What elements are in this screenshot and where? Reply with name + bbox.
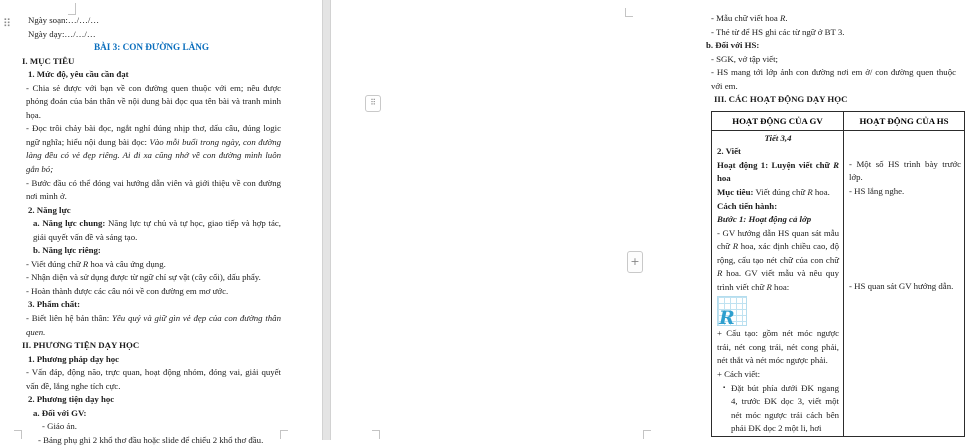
- objective-line: [717, 186, 839, 200]
- subsection-heading: 2. Năng lực: [28, 204, 71, 215]
- paragraph: - Thẻ từ để HS ghi các từ ngữ ở BT 3.: [711, 26, 845, 37]
- paragraph: [22, 122, 281, 176]
- bold-run: Hoạt động 1: Luyện viết chữ: [717, 159, 834, 170]
- italic-run: Yêu quý và giữ gìn vẻ đẹp của con đường thân quen.: [26, 313, 281, 337]
- date-line: Ngày soạn:…/…/…: [28, 15, 100, 25]
- margin-mark-icon: [625, 8, 633, 17]
- page-1-text-area[interactable]: [22, 14, 281, 448]
- text-run: hoa. GV viết mẫu và nêu quy trình viết chữ: [717, 268, 839, 292]
- text-run: hoa, xác định chiều cao, độ rộng, cấu tạo nét chữ của con chữ: [717, 241, 839, 265]
- italic-run: R: [732, 241, 739, 252]
- page-2-text-area[interactable]: [706, 12, 961, 437]
- subsection-heading: 1. Phương pháp dạy học: [28, 353, 120, 364]
- margin-mark-icon: [14, 430, 22, 439]
- page-1: [0, 0, 322, 445]
- hs-cell[interactable]: [844, 130, 965, 436]
- subsection-heading: b. Đối với HS:: [706, 40, 760, 51]
- text-run: - Biết liên hệ bản thân:: [26, 313, 112, 324]
- table-header-row: [712, 111, 965, 130]
- margin-mark-icon: [280, 430, 288, 439]
- subsection-heading: b. Năng lực riêng:: [33, 245, 101, 256]
- margin-mark-icon: [643, 430, 651, 439]
- bullet-item: [717, 382, 839, 436]
- gv-cell[interactable]: [712, 130, 844, 436]
- step-heading: Bước 1: Hoạt động cả lớp: [717, 214, 812, 225]
- lesson-title: BÀI 3: CON ĐƯỜNG LÀNG: [93, 42, 209, 53]
- text-run: - Mẫu chữ viết hoa: [711, 13, 781, 23]
- margin-mark-icon: [372, 430, 380, 439]
- hs-response: - HS lắng nghe.: [849, 185, 905, 196]
- activities-table: [711, 111, 965, 437]
- bold-run: hoa: [717, 173, 731, 184]
- paragraph: - Nhận diện và sử dụng được từ ngữ chỉ sự vật (cây cối), dấu phẩy.: [26, 272, 261, 283]
- period-label: Tiết 3,4: [764, 132, 792, 143]
- paragraph: - SGK, vở tập viết;: [711, 53, 778, 64]
- text-run: - Viết đúng chữ: [26, 258, 83, 269]
- paragraph: [22, 258, 281, 272]
- paragraph: + Cách viết:: [717, 369, 761, 380]
- bold-italic-run: R: [833, 159, 839, 170]
- text-run: hoa và câu ứng dụng.: [88, 258, 166, 269]
- paragraph: + Cấu tạo: gồm nét móc ngược trái, nét cong trái, nét cong phải, nét thắt và nét móc ngược phải.: [717, 328, 839, 366]
- page-gap: [322, 0, 331, 440]
- section-heading: II. PHƯƠNG TIỆN DẠY HỌC: [22, 340, 140, 351]
- date-line: Ngày dạy:…/…/…: [28, 28, 96, 39]
- text-run: Đặt bút phía dưới ĐK ngang 4, trước ĐK dọc 3, viết một nét móc ngược trái cách bên phải ĐK dọc 2 một li, hơi: [731, 382, 839, 434]
- section-heading: I. MỤC TIÊU: [22, 55, 75, 66]
- column-header-hs: HOẠT ĐỘNG CỦA HS: [844, 111, 965, 130]
- italic-run: Vào mỗi buổi trong ngày, con đường làng đều có vẻ đẹp riêng. Ai đi xa cũng nhớ về con đường mình luôn gắn bó;: [26, 136, 281, 175]
- table-move-handle-icon[interactable]: ⠿: [365, 95, 381, 112]
- paragraph: [706, 12, 956, 26]
- hs-response: - Một số HS trình bày trước lớp.: [849, 158, 961, 183]
- paragraph: - Bảng phụ ghi 2 khổ thơ đầu hoặc slide để chiếu 2 khổ thơ đầu.: [38, 434, 264, 445]
- table-row: [712, 130, 965, 436]
- bullet-marker-icon: ▪: [723, 384, 726, 391]
- paragraph: - Bước đầu có thể đóng vai hướng dẫn viên và giới thiệu về con đường nơi mình ở.: [26, 177, 281, 202]
- italic-run: R: [807, 187, 813, 198]
- bold-run: a. Năng lực chung:: [33, 218, 106, 229]
- procedure-heading: Cách tiến hành:: [717, 200, 778, 211]
- paragraph-drag-handle-icon[interactable]: ⠿: [3, 17, 12, 30]
- text-run: - Đọc trôi chảy bài đọc, ngắt nghỉ đúng nhịp thơ, dấu câu, đúng logic ngữ nghĩa; hiểu nội dung bài đọc:: [26, 123, 281, 147]
- italic-run: R: [780, 13, 786, 23]
- italic-run: R: [766, 281, 772, 292]
- activity-title: [717, 159, 839, 186]
- activity-section: 2. Viết: [717, 146, 741, 157]
- paragraph: - Giáo án.: [42, 421, 77, 432]
- subsection-heading: 1. Mức độ, yêu cầu cần đạt: [28, 69, 129, 80]
- insert-row-button[interactable]: +: [627, 251, 643, 273]
- text-run: Năng lực tự chủ và tự học, giao tiếp và hợp tác, giải quyết vấn đề và sáng tạo.: [33, 218, 281, 242]
- paragraph: - HS mang tới lớp ảnh con đường nơi em ở/ con đường quen thuộc với em.: [711, 67, 956, 91]
- subsection-heading: 3. Phẩm chất:: [28, 299, 81, 310]
- italic-run: R: [82, 258, 89, 269]
- text-run: hoa:: [771, 281, 790, 292]
- paragraph: [22, 217, 281, 244]
- italic-run: R: [717, 268, 723, 279]
- paragraph: - Chia sẻ được với bạn về con đường quen thuộc với em; nêu được phỏng đoán của bản thân về nội dung bài đọc qua tên bài và tranh minh họa.: [26, 82, 281, 120]
- paragraph: - Vấn đáp, động não, trực quan, hoạt động nhóm, đóng vai, giải quyết vấn đề, lắng nghe tích cực.: [26, 367, 281, 391]
- hs-response: - HS quan sát GV hướng dẫn.: [849, 280, 954, 291]
- letter-r-grid-image: [717, 296, 747, 330]
- section-heading: III. CÁC HOẠT ĐỘNG DẠY HỌC: [714, 94, 848, 105]
- letter-r-glyph: R: [719, 307, 735, 330]
- text-run: .: [785, 13, 788, 23]
- paragraph: [22, 312, 281, 339]
- text-run: hoa.: [812, 187, 830, 198]
- subsection-heading: 2. Phương tiện dạy học: [28, 394, 115, 405]
- column-header-gv: HOẠT ĐỘNG CỦA GV: [712, 111, 844, 130]
- paragraph: - Hoàn thành được các câu nói về con đường em mơ ước.: [26, 285, 229, 296]
- bold-run: Mục tiêu:: [717, 187, 754, 198]
- page-2: [331, 0, 961, 440]
- subsection-heading: a. Đối với GV:: [33, 407, 87, 418]
- text-run: - GV hướng dẫn HS quan sát mẫu chữ: [717, 227, 839, 252]
- paragraph: [717, 227, 839, 295]
- text-run: Viết đúng chữ: [753, 187, 808, 198]
